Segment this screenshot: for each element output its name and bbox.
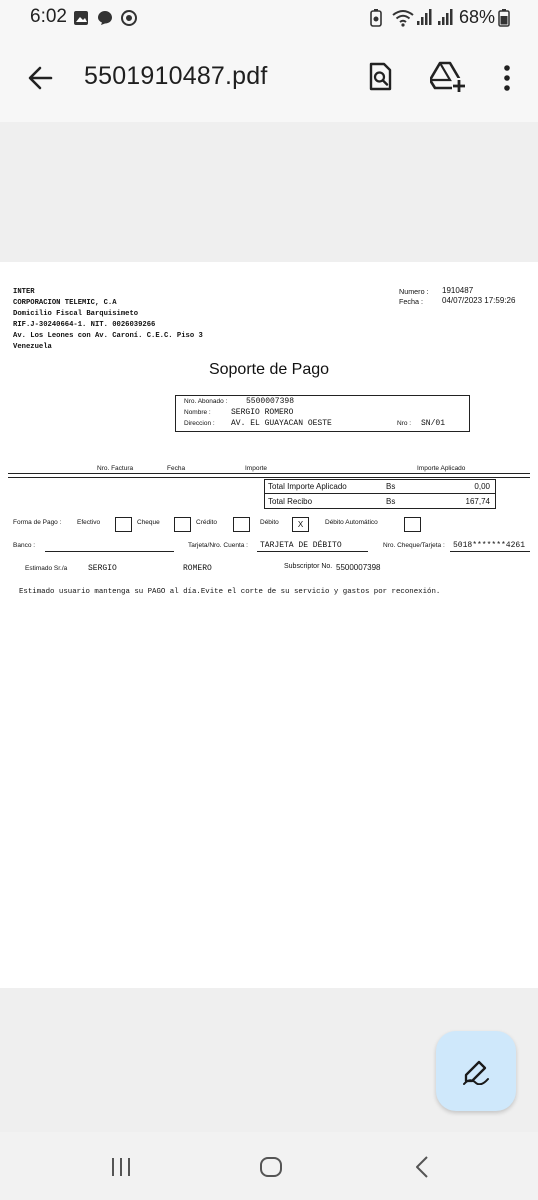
estimado-label: Estimado Sr./a — [25, 565, 68, 572]
file-title: 5501910487.pdf — [84, 62, 268, 90]
fecha-label: Fecha : — [399, 297, 423, 306]
status-time: 6:02 — [30, 6, 67, 27]
company-fiscal-domicile: Domicilio Fiscal Barquisimeto — [13, 310, 139, 318]
total-aplicado-label: Total Importe Aplicado — [268, 482, 347, 491]
total-recibo-amount: 167,74 — [465, 497, 490, 506]
fecha-value: 04/07/2023 17:59:26 — [442, 296, 516, 305]
wifi-icon — [392, 9, 414, 27]
status-bar — [0, 0, 538, 36]
more-vert-icon[interactable] — [502, 64, 512, 92]
company-address: Av. Los Leones con Av. Caroní. C.E.C. Piso 3 — [13, 332, 203, 340]
company-name: INTER — [13, 288, 35, 296]
signal-icon-2 — [437, 9, 453, 26]
subscriptor-value: 5500007398 — [336, 563, 381, 572]
nro-value: SN/01 — [421, 419, 446, 428]
abonado-value: 5500007398 — [246, 397, 295, 406]
divider — [264, 493, 496, 494]
option-efectivo-label: Efectivo — [77, 519, 101, 526]
numero-label: Numero : — [399, 287, 429, 296]
divider — [8, 477, 530, 478]
estimado-last-name: ROMERO — [183, 564, 212, 573]
cheque-underline — [450, 551, 530, 552]
option-credito-label: Crédito — [196, 519, 217, 526]
divider — [8, 473, 530, 474]
col-nro-factura: Nro. Factura — [97, 465, 134, 472]
nombre-value: SERGIO ROMERO — [231, 408, 294, 417]
sync-icon — [120, 9, 138, 27]
nro-label: Nro : — [397, 420, 412, 427]
col-fecha: Fecha — [167, 465, 186, 472]
payment-notice: Estimado usuario mantenga su PAGO al día.Evite el corte de su servicio y gastos por reconexión. — [19, 588, 441, 596]
cheque-label: Nro. Cheque/Tarjeta : — [383, 542, 445, 549]
total-recibo-currency: Bs — [386, 497, 396, 506]
signal-icon-1 — [416, 9, 432, 26]
banco-underline — [45, 551, 174, 552]
gallery-icon — [73, 10, 89, 26]
banco-label: Banco : — [13, 542, 36, 549]
battery-icon — [498, 8, 510, 27]
edit-pen-icon — [462, 1057, 490, 1085]
forma-pago-label: Forma de Pago : — [13, 519, 62, 526]
company-info — [13, 287, 203, 353]
option-credito-checkbox — [233, 517, 250, 532]
battery-saver-icon — [368, 8, 384, 27]
pdf-page[interactable] — [0, 262, 538, 988]
back-arrow-icon[interactable] — [26, 64, 54, 92]
option-debito-checkbox: X — [292, 517, 309, 532]
company-rif: RIF.J-30240664-1. NIT. 0026039266 — [13, 321, 156, 329]
cheque-value: 5018*******4261 — [453, 541, 526, 550]
back-icon[interactable] — [413, 1155, 431, 1179]
option-efectivo-checkbox — [115, 517, 132, 532]
option-debito-automatico-label: Débito Automático — [325, 519, 378, 526]
recent-apps-icon[interactable] — [110, 1156, 132, 1178]
col-importe: Importe — [245, 465, 268, 472]
system-nav-bar — [0, 1132, 538, 1200]
direccion-value: AV. EL GUAYACAN OESTE — [231, 419, 332, 428]
col-importe-aplicado: Importe Aplicado — [417, 465, 466, 472]
home-icon[interactable] — [259, 1155, 283, 1179]
nombre-label: Nombre : — [184, 409, 211, 416]
abonado-label: Nro. Abonado : — [184, 398, 228, 405]
tarjeta-underline — [257, 551, 368, 552]
option-cheque-checkbox — [174, 517, 191, 532]
total-aplicado-currency: Bs — [386, 482, 396, 491]
tarjeta-value: TARJETA DE DÉBITO — [260, 541, 342, 550]
document-title: Soporte de Pago — [208, 361, 330, 378]
edit-fab-button[interactable] — [436, 1031, 516, 1111]
battery-level: 68% — [459, 7, 496, 27]
numero-value: 1910487 — [442, 286, 474, 295]
add-to-drive-icon[interactable] — [430, 61, 466, 93]
tarjeta-label: Tarjeta/Nro. Cuenta : — [188, 542, 248, 549]
option-cheque-label: Cheque — [137, 519, 160, 526]
search-document-icon[interactable] — [366, 62, 394, 92]
subscriptor-label: Subscriptor No. — [284, 563, 333, 570]
company-country: Venezuela — [13, 343, 52, 351]
total-recibo-label: Total Recibo — [268, 497, 313, 506]
estimado-first-name: SERGIO — [88, 564, 117, 573]
option-debito-automatico-checkbox — [404, 517, 421, 532]
chat-icon — [97, 10, 113, 26]
app-bar — [0, 36, 538, 122]
company-legal-name: CORPORACION TELEMIC, C.A — [13, 299, 117, 307]
direccion-label: Direccion : — [184, 420, 215, 427]
option-debito-label: Débito — [260, 519, 279, 526]
total-aplicado-amount: 0,00 — [474, 482, 490, 491]
